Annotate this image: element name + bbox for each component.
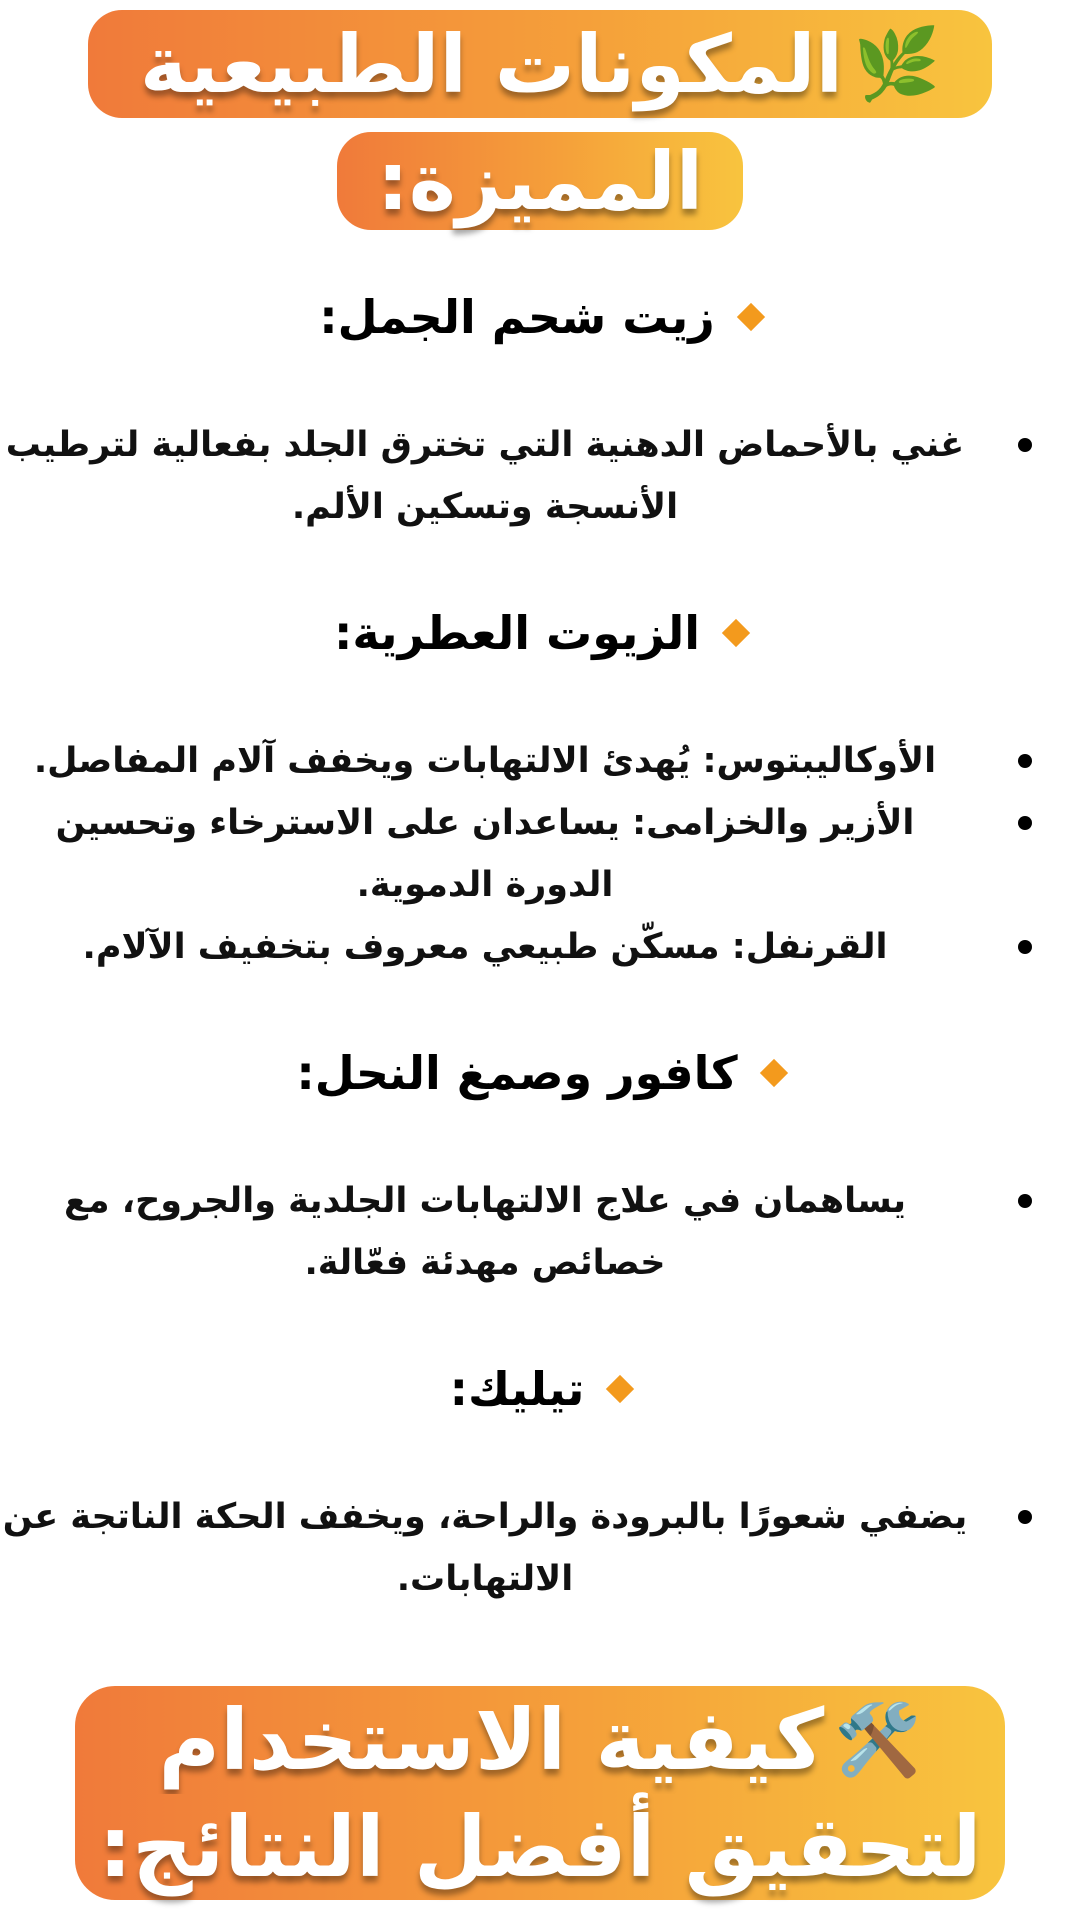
section-title-text: كافور وصمغ النحل: — [296, 1046, 738, 1100]
diamond-bullet-icon — [722, 619, 750, 647]
bullet-list — [2, 1486, 1040, 1610]
section-title — [0, 1362, 1080, 1416]
section-title — [0, 1046, 1080, 1100]
list-item-text: الأزير والخزامى: يساعدان على الاسترخاء وتحسين الدورة الدموية. — [55, 803, 915, 905]
footer-title-text: كيفية الاستخدام — [158, 1691, 825, 1789]
bullet-list — [5, 414, 1040, 538]
list-item — [2, 1486, 1040, 1610]
header-title-line2 — [337, 132, 743, 230]
footer-title-line2 — [75, 1794, 1005, 1900]
bullet-list — [20, 730, 1040, 978]
bullet-list — [20, 1170, 1040, 1294]
herb-icon: 🌿 — [852, 22, 941, 105]
list-item — [20, 916, 1040, 978]
list-item-text: غني بالأحماض الدهنية التي تخترق الجلد بفعالية لترطيب الأنسجة وتسكين الألم. — [5, 425, 965, 527]
list-item-text: يساهمان في علاج الالتهابات الجلدية والجروح، مع خصائص مهدئة فعّالة. — [64, 1181, 906, 1283]
header-title-text-2: المميزة: — [376, 134, 704, 228]
list-item — [5, 414, 1040, 538]
tools-icon: 🛠️ — [834, 1698, 922, 1781]
list-item-text: القرنفل: مسكّن طبيعي معروف بتخفيف الآلام. — [82, 927, 888, 967]
bullet-dot-icon — [1018, 816, 1032, 830]
header-title-line1 — [88, 10, 992, 118]
list-item — [20, 1170, 1040, 1294]
list-item-text: الأوكاليبتوس: يُهدئ الالتهابات ويخفف آلام المفاصل. — [33, 741, 937, 781]
diamond-bullet-icon — [759, 1059, 787, 1087]
list-item — [20, 792, 1040, 916]
diamond-bullet-icon — [737, 303, 765, 331]
section-title — [0, 290, 1080, 344]
section-title — [0, 606, 1080, 660]
header-title-text: المكونات الطبيعية — [139, 17, 843, 111]
footer-title-line1 — [75, 1686, 1005, 1794]
list-item-text: يضفي شعورًا بالبرودة والراحة، ويخفف الحكة الناتجة عن الالتهابات. — [2, 1497, 968, 1599]
bullet-dot-icon — [1018, 438, 1032, 452]
footer-title-text-2: لتحقيق أفضل النتائج: — [98, 1798, 982, 1896]
footer-banner — [0, 1686, 1080, 1900]
diamond-bullet-icon — [606, 1375, 634, 1403]
bullet-dot-icon — [1018, 754, 1032, 768]
bullet-dot-icon — [1018, 1194, 1032, 1208]
section-title-text: الزيوت العطرية: — [334, 606, 701, 660]
list-item — [20, 730, 1040, 792]
section-title-text: تيليك: — [449, 1362, 585, 1416]
bullet-dot-icon — [1018, 1510, 1032, 1524]
bullet-dot-icon — [1018, 940, 1032, 954]
header-banner — [0, 10, 1080, 230]
section-title-text: زيت شحم الجمل: — [319, 290, 715, 344]
